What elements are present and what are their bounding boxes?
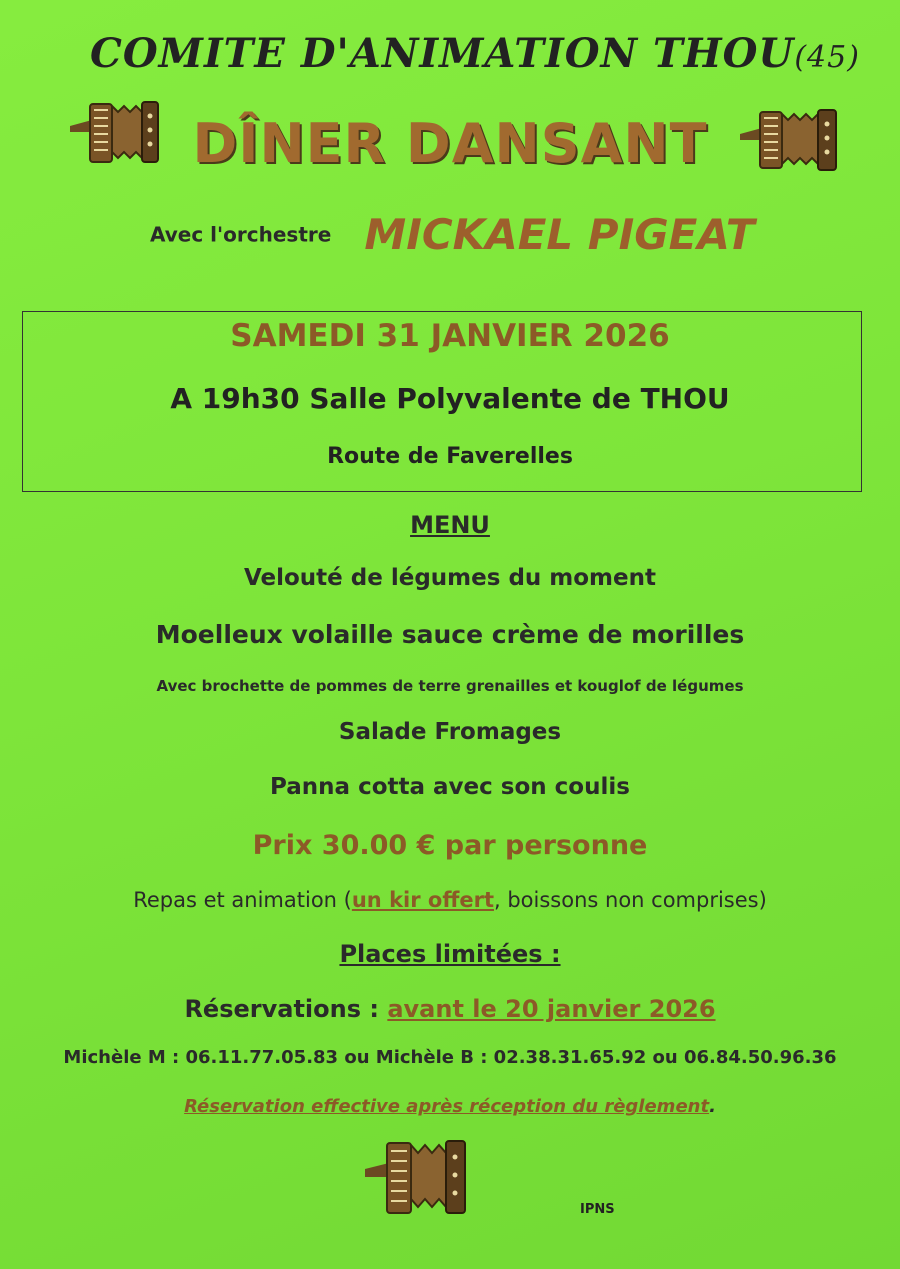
menu-heading: MENU [410,511,490,539]
places-limited: Places limitées : [339,940,561,968]
price: Prix 30.00 € par personne [252,830,648,861]
meal-info-start: Repas et animation ( [133,888,352,912]
orchestra-line [150,210,830,259]
organizer-title [90,30,860,77]
reservations-separator: : [361,995,388,1023]
meal-info-end: , boissons non comprises) [493,888,767,912]
event-title: DÎNER DANSANT [192,112,708,175]
reservation-note-end: . [709,1096,716,1117]
reservations-line [0,995,900,1023]
reservation-note [0,1096,900,1117]
event-date: SAMEDI 31 JANVIER 2026 [230,318,670,354]
menu-item: Panna cotta avec son coulis [270,774,630,800]
reservations-label: Réservations [184,995,362,1023]
menu-item: Moelleux volaille sauce crème de morilles [155,620,745,649]
menu-item-detail: Avec brochette de pommes de terre grenailles et kouglof de légumes [156,677,744,695]
event-road: Route de Faverelles [327,444,573,469]
accordion-icon [365,1135,469,1219]
meal-info-highlight: un kir offert [351,888,494,912]
orchestra-prefix: Avec l'orchestre [150,222,332,247]
event-time-place: A 19h30 Salle Polyvalente de THOU [170,382,730,415]
menu-item: Salade Fromages [338,719,562,745]
ipns-label: IPNS [580,1202,615,1217]
meal-info [0,888,900,912]
reservations-deadline: avant le 20 janvier 2026 [387,995,716,1023]
contacts: Michèle M : 06.11.77.05.83 ou Michèle B : 02.38.31.65.92 ou 06.84.50.96.36 [63,1047,837,1068]
orchestra-name: MICKAEL PIGEAT [364,210,755,259]
organizer-name: COMITE D'ANIMATION THOU [90,30,795,77]
menu-item: Velouté de légumes du moment [243,565,656,591]
organizer-department: (45) [794,40,860,75]
reservation-note-text: Réservation effective après réception du règlement [184,1096,710,1117]
